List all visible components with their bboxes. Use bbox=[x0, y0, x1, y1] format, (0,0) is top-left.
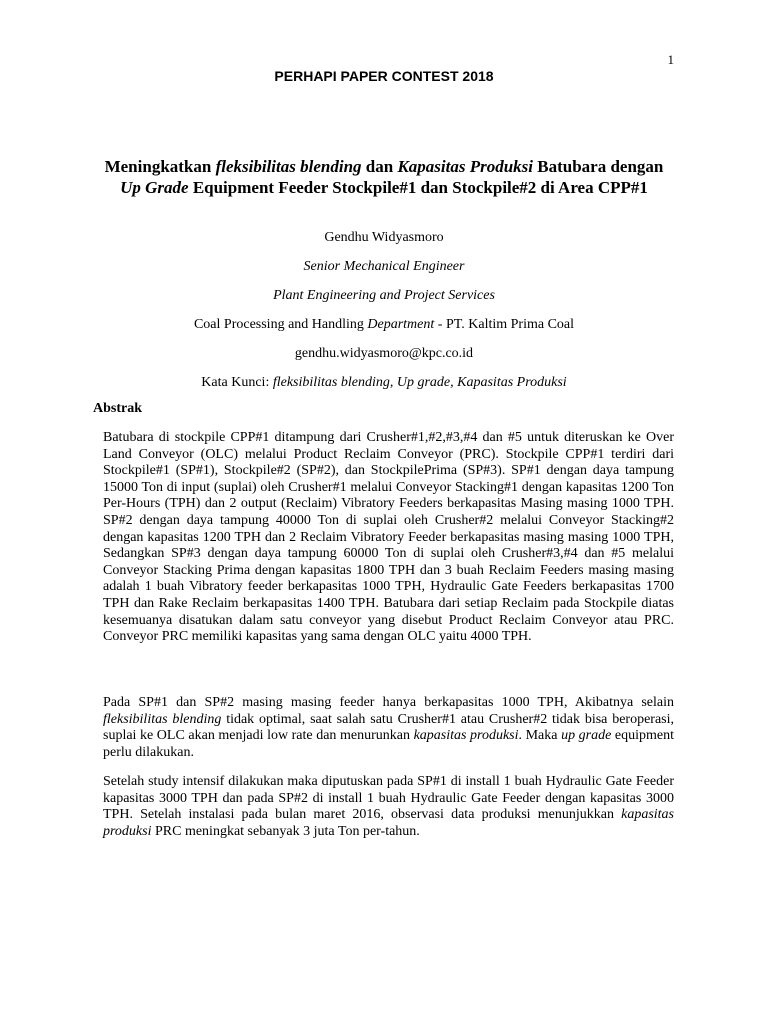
title-part-italic: fleksibilitas blending bbox=[215, 157, 362, 176]
affiliation-part: Coal Processing and Handling bbox=[193, 317, 368, 332]
author-affiliation bbox=[0, 317, 768, 333]
paragraph-text: tidak optimal, saat salah satu Crusher#1 atau Crusher#2 tidak bisa beroperasi, suplai ke OLC akan menjadi low rate dan menurunkan bbox=[103, 711, 675, 744]
page-number: 1 bbox=[667, 52, 674, 67]
title-part-italic: Kapasitas Produksi bbox=[397, 157, 534, 176]
affiliation-part: - PT. Kaltim Prima Coal bbox=[434, 317, 575, 332]
abstract-paragraph-1: Batubara di stockpile CPP#1 ditampung dari Crusher#1,#2,#3,#4 dan #5 untuk diteruskan ke Over Land Conveyor (OLC) melalui Product Reclaim Conveyor (PRC). Stockpile CPP#1 terdiri dari Stockpile#1 (SP#1), Stockpile#2 (SP#2), dan StockpilePrima (SP#3). SP#1 dengan daya tampung 15000 Ton di input (suplai) oleh Crusher#1 melalui Conveyor Stacking#1 dengan kapasitas 1200 Ton Per-Hours (TPH) dan 2 output (Reclaim) Vibratory Feeders berkapasitas Masing masing 1000 TPH. SP#2 dengan daya tampung 40000 Ton di suplai oleh Crusher#2 melalui Conveyor Stacking#2 dengan kapasitas 1200 TPH dan 2 Reclaim Vibratory Feeder berkapasitas masing masing 1000 TPH, Sedangkan SP#3 dengan daya tampung 60000 Ton di suplai oleh Crusher#3,#4 dan #5 melalui Conveyor Stacking Prima dengan kapasitas 1800 TPH dan 3 buah Reclaim Feeders masing masing adalah 1 buah Vibratory feeder berkapasitas 1000 TPH, Hydraulic Gate Feeders berkapasitas 1700 TPH dan Rake Reclaim berkapasitas 1400 TPH. Batubara dari setiap Reclaim pada Stockpile diatas kesemuanya disatukan dalam satu conveyor yang disebut Product Reclaim Conveyor atau PRC. Conveyor PRC memiliki kapasitas yang sama dengan OLC yaitu 4000 TPH. bbox=[103, 430, 674, 645]
paragraph-text-italic: kapasitas produksi bbox=[103, 807, 674, 839]
paragraph-text: Pada SP#1 dan SP#2 masing masing feeder hanya berkapasitas 1000 TPH, Akibatnya selain bbox=[103, 695, 674, 710]
keywords bbox=[0, 375, 768, 391]
paragraph-text: equipment perlu dilakukan. bbox=[103, 728, 674, 760]
keywords-value: fleksibilitas blending, Up grade, Kapasitas Produksi bbox=[272, 375, 567, 390]
paragraph-text-italic: up grade bbox=[561, 728, 612, 744]
abstract-paragraph-2 bbox=[103, 695, 674, 761]
author-email: gendhu.widyasmoro@kpc.co.id bbox=[294, 346, 474, 361]
keywords-label: Kata Kunci: bbox=[201, 375, 273, 390]
paragraph-text-italic: kapasitas produksi bbox=[413, 728, 519, 744]
paragraph-text: Setelah study intensif dilakukan maka diputuskan pada SP#1 di install 1 buah Hydraulic Gate Feeder kapasitas 3000 TPH dan pada SP#2 di install 1 buah Hydraulic Gate Feeder dengan kapasitas 3000 TPH. Setelah instalasi pada bulan maret 2016, observasi data produksi menunjukkan bbox=[103, 774, 674, 823]
title-part-italic: Up Grade bbox=[120, 178, 189, 197]
author-unit: Plant Engineering and Project Services bbox=[273, 288, 495, 303]
paper-title bbox=[96, 156, 672, 198]
author-name: Gendhu Widyasmoro bbox=[324, 230, 444, 245]
paragraph-text-italic: fleksibilitas blending bbox=[103, 711, 222, 727]
title-part: Equipment Feeder Stockpile#1 dan Stockpile#2 di Area CPP#1 bbox=[188, 178, 648, 197]
title-part: dan bbox=[361, 157, 398, 176]
abstract-heading: Abstrak bbox=[93, 401, 143, 416]
affiliation-part-italic: Department bbox=[367, 317, 435, 332]
title-part: Batubara dengan bbox=[533, 157, 664, 176]
abstract-paragraph-3 bbox=[103, 774, 674, 840]
paragraph-text: . Maka bbox=[518, 728, 562, 744]
contest-title: PERHAPI PAPER CONTEST 2018 bbox=[274, 68, 494, 84]
title-part: Meningkatkan bbox=[104, 157, 216, 176]
author-position: Senior Mechanical Engineer bbox=[303, 259, 465, 274]
paragraph-text: PRC meningkat sebanyak 3 juta Ton per-tahun. bbox=[151, 823, 420, 839]
